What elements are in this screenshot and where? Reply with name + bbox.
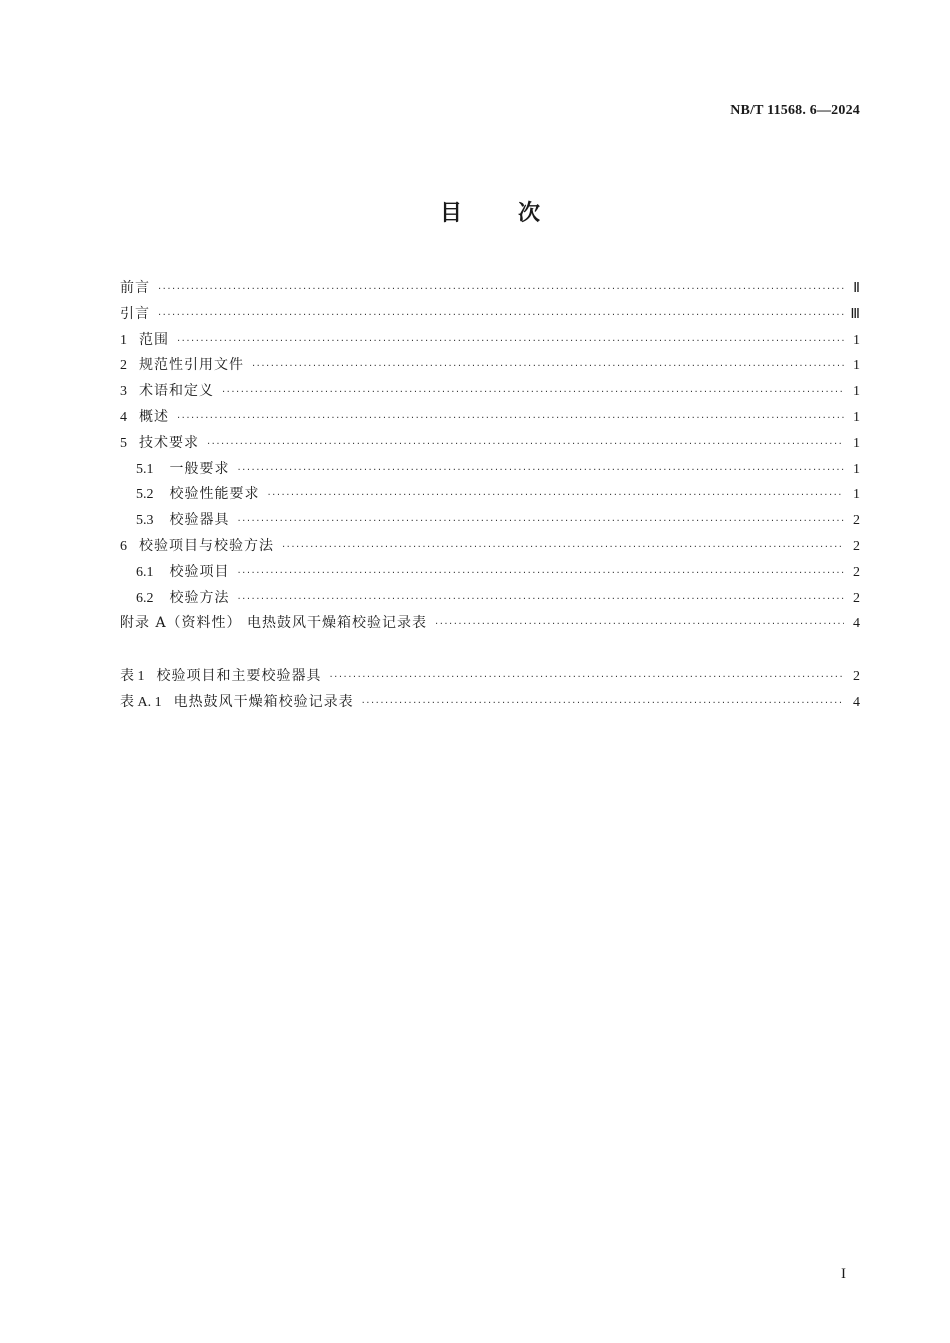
toc-entry-1[interactable] [120, 328, 860, 354]
toc-number: 2 [120, 358, 127, 374]
toc-page: 2 [853, 538, 860, 554]
toc-page: 1 [853, 409, 860, 425]
table-page: 4 [853, 694, 860, 710]
toc-page: Ⅲ [850, 306, 860, 322]
toc-label: 校验项目 [169, 563, 230, 580]
toc-number: 6.1 [136, 564, 154, 580]
toc-label: 范围 [139, 331, 169, 348]
dot-leader [207, 432, 844, 458]
dot-leader [435, 612, 844, 638]
dot-leader [330, 665, 845, 691]
dot-leader [158, 303, 844, 329]
dot-leader [362, 691, 844, 717]
toc-label: 附录 A（资料性） 电热鼓风干燥箱校验记录表 [120, 615, 428, 632]
table-number: 表 1 [120, 669, 145, 684]
toc-entry-5-2[interactable] [120, 482, 860, 508]
toc-number: 1 [120, 332, 127, 348]
toc-label: 引言 [120, 305, 150, 322]
dot-leader [177, 329, 844, 355]
toc-page: 2 [853, 513, 860, 529]
toc-page: 1 [853, 435, 860, 451]
toc-number: 5.1 [136, 461, 154, 477]
toc-page: 1 [853, 461, 860, 477]
toc-label: 校验项目与校验方法 [139, 537, 274, 554]
table-label: 电热鼓风干燥箱校验记录表 [173, 693, 354, 710]
dot-leader [222, 380, 844, 406]
toc-page: 4 [853, 616, 860, 632]
toc-label: 校验性能要求 [169, 486, 260, 503]
toc-label: 一般要求 [169, 460, 230, 477]
toc-entry-6[interactable] [120, 534, 860, 560]
toc-entry-foreword[interactable] [120, 276, 860, 302]
toc-number: 6.2 [136, 590, 154, 606]
dot-leader [158, 277, 844, 303]
page-title: 目次 [439, 201, 596, 226]
page-number: I [841, 1266, 846, 1282]
toc-label: 校验方法 [169, 589, 230, 606]
toc-page: 1 [853, 358, 860, 374]
dot-leader [177, 406, 844, 432]
toc-label: 概述 [139, 408, 169, 425]
list-of-tables [120, 664, 860, 716]
toc-number: 5 [120, 435, 127, 451]
dot-leader [282, 535, 844, 561]
toc-entry-5-1[interactable] [120, 457, 860, 483]
toc-number: 3 [120, 384, 127, 400]
toc-label: 前言 [120, 280, 150, 296]
toc-page: 2 [853, 590, 860, 606]
table-page: 2 [853, 669, 860, 684]
dot-leader [252, 354, 844, 380]
toc-number: 4 [120, 409, 127, 425]
toc-label: 规范性引用文件 [139, 357, 244, 374]
dot-leader [268, 483, 845, 509]
toc-page: 2 [853, 564, 860, 580]
toc-entry-5-3[interactable] [120, 508, 860, 534]
toc-entry-introduction[interactable] [120, 302, 860, 328]
toc-entry-appendix-a[interactable] [120, 611, 860, 637]
dot-leader [238, 458, 845, 484]
table-entry-a1[interactable] [120, 690, 860, 716]
dot-leader [238, 509, 845, 535]
toc-page: 1 [853, 332, 860, 348]
toc-entry-3[interactable] [120, 379, 860, 405]
dot-leader [238, 587, 845, 613]
toc-entry-2[interactable] [120, 353, 860, 379]
toc-number: 6 [120, 538, 127, 554]
toc-page: Ⅱ [853, 281, 860, 296]
toc-page: 1 [853, 487, 860, 503]
table-label: 校验项目和主要校验器具 [156, 668, 322, 684]
toc-label: 校验器具 [169, 512, 230, 529]
document-code: NB/T 11568. 6—2024 [730, 103, 860, 118]
toc-number: 5.2 [136, 487, 154, 503]
dot-leader [238, 561, 845, 587]
toc-entry-4[interactable] [120, 405, 860, 431]
toc-page: 1 [853, 384, 860, 400]
table-of-contents [120, 276, 860, 637]
toc-entry-6-1[interactable] [120, 560, 860, 586]
table-number: 表 A. 1 [120, 694, 162, 710]
toc-label: 术语和定义 [139, 383, 214, 400]
toc-label: 技术要求 [139, 434, 199, 451]
toc-entry-6-2[interactable] [120, 586, 860, 612]
toc-number: 5.3 [136, 513, 154, 529]
toc-entry-5[interactable] [120, 431, 860, 457]
table-entry-1[interactable] [120, 664, 860, 690]
